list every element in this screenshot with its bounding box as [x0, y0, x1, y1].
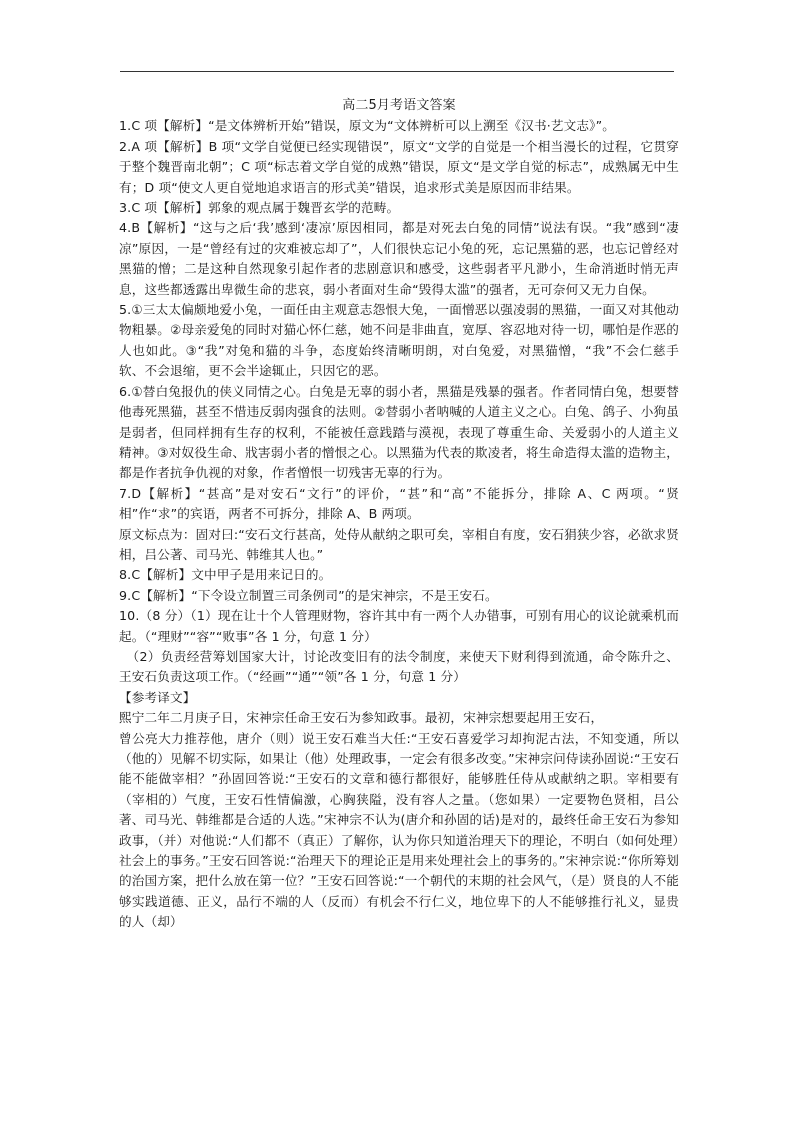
header-rule [120, 71, 674, 72]
answer-item-5: 5.①三太太偏颇地爱小兔，一面任由主观意志怨恨大兔，一面憎恶以强凌弱的黑猫，一面又对其他动物粗暴。②母亲爱兔的同时对猫心怀仁慈，她不问是非曲直，宽厚、容忍地对待一切，哪怕是作恶的人也如此。③“我”对兔和猫的斗争，态度始终清晰明朗，对白兔爱，对黑猫憎，“我”不会仁慈手软、不会退缩，更不会半途辄止，只因它的恶。 [119, 302, 679, 379]
answer-item-10-part-1: 10.（8 分）（1）现在让十个人管理财物，容许其中有一两个人办错事，可别有用心的议论就乘机而起。（“理财”“容”“败事”各 1 分，句意 1 分） [119, 608, 679, 644]
translation-paragraph-2: 曾公亮大力推荐他，唐介（则）说王安石难当大任:“王安石喜爱学习却拘泥古法，不知变通，所以（他的）见解不切实际，如果让（他）处理政事，一定会有很多改变。”宋神宗问侍读孙固说:“王安石能不能做宰相？”孙固回答说:“王安石的文章和德行都很好，能够胜任侍从或献纳之职。宰相要有（宰相的）气度，王安石性情偏激，心胸狭隘，没有容人之量。（您如果）一定要物色贤相，吕公著、司马光、韩维都是合适的人选。”宋神宗不认为(唐介和孙固的话)是对的，最终任命王安石为参知政事，（并）对他说:“人们都不（真正）了解你，认为你只知道治理天下的理论，不明白（如何处理）社会上的事务。”王安石回答说:“治理天下的理论正是用来处理社会上的事务的。”宋神宗说:“你所筹划的治国方案，把什么放在第一位？”王安石回答说:“一个朝代的末期的社会风气，（是）贤良的人不能够实践道德、正义，品行不端的人（反而）有机会不行仁义，地位卑下的人不能够推行礼义，显贵的人（却） [119, 730, 679, 930]
answer-item-4: 4.B【解析】“这与之后‘我’感到‘凄凉’原因相同，都是对死去白兔的同情”说法有误。“我”感到“凄凉”原因，一是“曾经有过的灾难被忘却了”，人们很快忘记小兔的死，忘记黑猫的恶，也忘记曾经对黑猫的憎；二是这种自然现象引起作者的悲剧意识和感受，这些弱者平凡渺小，生命消逝时悄无声息，这些都透露出卑微生命的悲哀，弱小者面对生命“毁得太滥”的强者，无可奈何又无力自保。 [119, 220, 679, 297]
answer-item-7: 7.D【解析】“甚高”是对安石“文行”的评价，“甚”和“高”不能拆分，排除 A、C 两项。“贤相”作“求”的宾语，两者不可拆分，排除 A、B 两项。 [119, 485, 679, 522]
answer-item-8: 8.C【解析】文中甲子是用来记日的。 [119, 567, 332, 583]
document-title: 高二5月考语文答案 [342, 98, 456, 113]
translation-paragraph-1: 熙宁二年二月庚子日，宋神宗任命王安石为参知政事。最初，宋神宗想要起用王安石， [119, 710, 604, 726]
answer-item-6: 6.①替白兔报仇的侠义同情之心。白兔是无辜的弱小者，黑猫是残暴的强者。作者同情白兔，想要替他毒死黑猫，甚至不惜违反弱肉强食的法则。②替弱小者呐喊的人道主义之心。白兔、鸽子、小狗虽是弱者，但同样拥有生存的权利，不能被任意践踏与漠视，表现了尊重生命、关爱弱小的人道主义精神。③对奴役生命、戕害弱小者的憎恨之心。以黑猫为代表的欺凌者，将生命造得太滥的造物主，都是作者抗争仇视的对象，作者憎恨一切残害无辜的行为。 [119, 383, 679, 481]
translation-heading: 【参考译文】 [119, 689, 196, 705]
answer-item-1: 1.C 项【解析】“是文体辨析开始”错误，原文为“文体辨析可以上溯至《汉书·艺文志》”。 [119, 118, 615, 134]
answer-item-9: 9.C【解析】“下令设立制置三司条例司”的是宋神宗，不是王安石。 [119, 587, 498, 603]
answer-item-7-punctuation: 原文标点为：固对曰:“安石文行甚高，处侍从献纳之职可矣，宰相自有度，安石狷狭少容，必欲求贤相，吕公著、司马光、韩维其人也。” [119, 526, 679, 562]
answer-item-10-part-2: （2）负责经营筹划国家大计，讨论改变旧有的法令制度，来使天下财利得到流通，命令陈升之、王安石负责这项工作。（“经画”“通”“领”各 1 分，句意 1 分） [119, 648, 679, 685]
answer-item-2: 2.A 项【解析】B 项“文学自觉便已经实现错误”，原文“文学的自觉是一个相当漫长的过程，它贯穿于整个魏晋南北朝”；C 项“标志着文学自觉的成熟”错误，原文“是文学自觉的标志”，成熟属无中生有；D 项“使文人更自觉地追求语言的形式美”错误，追求形式美是原因而非结果。 [119, 138, 679, 195]
answer-document [119, 96, 679, 933]
answer-item-3: 3.C 项【解析】郭象的观点属于魏晋玄学的范畴。 [119, 200, 400, 216]
